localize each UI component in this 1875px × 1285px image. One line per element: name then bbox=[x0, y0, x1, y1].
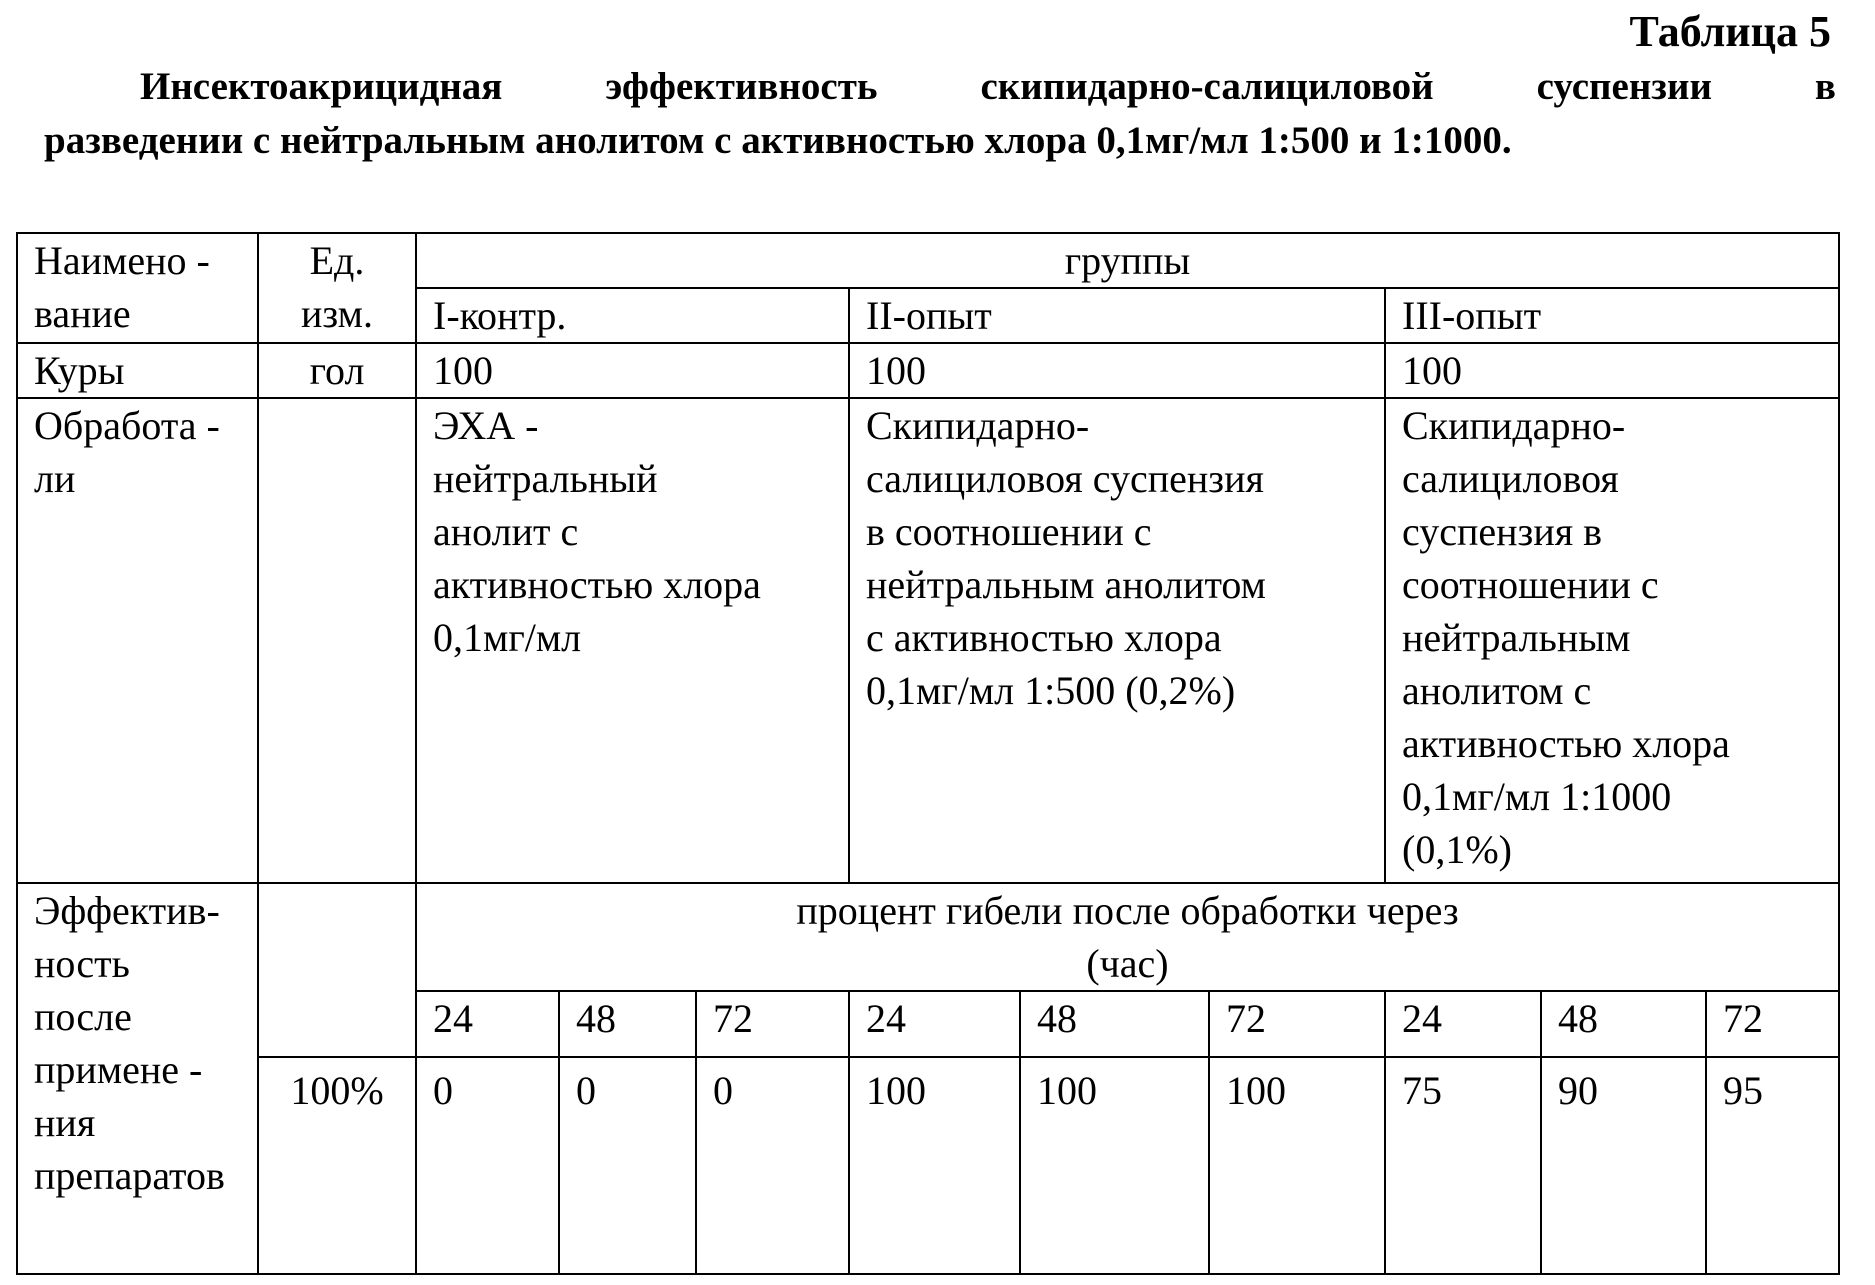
treated-line: (0,1%) bbox=[1402, 827, 1512, 872]
group-1-header: I-контр. bbox=[416, 288, 849, 343]
birds-value-group-3: 100 bbox=[1385, 343, 1839, 398]
hour-cell: 24 bbox=[416, 991, 559, 1057]
efficiency-label-line: примене - bbox=[34, 1047, 203, 1092]
efficiency-value: 90 bbox=[1541, 1057, 1706, 1274]
header-name-line: вание bbox=[34, 291, 131, 336]
treated-line: ЭХА - bbox=[433, 403, 539, 448]
efficiency-subheader-line: (час) bbox=[1086, 941, 1169, 986]
hour-cell: 24 bbox=[849, 991, 1020, 1057]
treated-line: 0,1мг/мл 1:500 (0,2%) bbox=[866, 668, 1236, 713]
treated-label bbox=[17, 398, 258, 883]
treated-group-1 bbox=[416, 398, 849, 883]
treated-label-line: ли bbox=[34, 456, 76, 501]
treated-line: 0,1мг/мл bbox=[433, 615, 582, 660]
efficiency-value: 0 bbox=[416, 1057, 559, 1274]
hour-cell: 48 bbox=[1020, 991, 1209, 1057]
efficacy-table bbox=[16, 232, 1840, 1275]
table-caption bbox=[44, 60, 1836, 168]
header-unit-cell bbox=[258, 233, 416, 343]
treated-group-3 bbox=[1385, 398, 1839, 883]
efficiency-value: 100 bbox=[1020, 1057, 1209, 1274]
efficiency-subheader bbox=[416, 883, 1839, 991]
efficiency-value: 95 bbox=[1706, 1057, 1839, 1274]
birds-value-group-1: 100 bbox=[416, 343, 849, 398]
treated-line: Скипидарно- bbox=[1402, 403, 1626, 448]
groups-title: группы bbox=[416, 233, 1839, 288]
efficiency-label-line: после bbox=[34, 994, 132, 1039]
efficiency-label-line: препаратов bbox=[34, 1153, 225, 1198]
efficiency-subheader-line: процент гибели после обработки через bbox=[796, 888, 1459, 933]
treated-line: нейтральным анолитом bbox=[866, 562, 1266, 607]
caption-word: суспензии bbox=[1536, 65, 1712, 108]
birds-unit: гол bbox=[258, 343, 416, 398]
caption-word: скипидарно-салициловой bbox=[980, 65, 1434, 108]
efficiency-value: 100 bbox=[849, 1057, 1020, 1274]
treated-line: соотношении с bbox=[1402, 562, 1659, 607]
hour-cell: 48 bbox=[559, 991, 696, 1057]
treated-line: 0,1мг/мл 1:1000 bbox=[1402, 774, 1672, 819]
treated-line: салициловоя bbox=[1402, 456, 1619, 501]
group-2-header: II-опыт bbox=[849, 288, 1385, 343]
hour-cell: 48 bbox=[1541, 991, 1706, 1057]
hour-cell: 24 bbox=[1385, 991, 1541, 1057]
efficiency-value: 100 bbox=[1209, 1057, 1385, 1274]
treated-line: анолитом с bbox=[1402, 668, 1592, 713]
treated-line: с активностью хлора bbox=[866, 615, 1222, 660]
efficiency-subheader-row bbox=[17, 883, 1839, 991]
hour-cell: 72 bbox=[696, 991, 849, 1057]
birds-row bbox=[17, 343, 1839, 398]
treated-label-line: Обработа - bbox=[34, 403, 220, 448]
caption-line-2: разведении с нейтральным анолитом с активностью хлора 0,1мг/мл 1:500 и 1:1000. bbox=[44, 119, 1512, 162]
header-name-cell bbox=[17, 233, 258, 343]
treated-line: Скипидарно- bbox=[866, 403, 1090, 448]
caption-line-1 bbox=[44, 60, 1836, 114]
header-name-line: Наимено - bbox=[34, 238, 210, 283]
efficiency-label-line: ния bbox=[34, 1100, 96, 1145]
treated-line: в соотношении с bbox=[866, 509, 1152, 554]
efficiency-value: 75 bbox=[1385, 1057, 1541, 1274]
group-3-header: III-опыт bbox=[1385, 288, 1839, 343]
treated-line: салициловоя суспензия bbox=[866, 456, 1264, 501]
treated-group-2 bbox=[849, 398, 1385, 883]
header-unit-line: изм. bbox=[301, 291, 373, 336]
efficiency-label bbox=[17, 883, 258, 1274]
efficiency-value: 0 bbox=[696, 1057, 849, 1274]
efficiency-values-row bbox=[17, 1057, 1839, 1274]
header-unit-line: Ед. bbox=[309, 238, 365, 283]
table-number: Таблица 5 bbox=[1629, 7, 1831, 56]
caption-word: в bbox=[1814, 65, 1836, 108]
birds-label: Куры bbox=[17, 343, 258, 398]
treated-line: нейтральный bbox=[433, 456, 658, 501]
treated-line: активностью хлора bbox=[1402, 721, 1730, 766]
treated-line: суспензия в bbox=[1402, 509, 1603, 554]
hour-cell: 72 bbox=[1209, 991, 1385, 1057]
efficiency-unit-empty bbox=[258, 883, 416, 1057]
treated-line: активностью хлора bbox=[433, 562, 761, 607]
efficiency-label-line: Эффектив- bbox=[34, 888, 220, 933]
efficiency-value: 0 bbox=[559, 1057, 696, 1274]
birds-value-group-2: 100 bbox=[849, 343, 1385, 398]
treated-line: анолит с bbox=[433, 509, 579, 554]
caption-word: эффективность bbox=[605, 65, 878, 108]
header-row-1 bbox=[17, 233, 1839, 288]
treated-line: нейтральным bbox=[1402, 615, 1631, 660]
treated-row bbox=[17, 398, 1839, 883]
treated-unit bbox=[258, 398, 416, 883]
efficiency-label-line: ность bbox=[34, 941, 130, 986]
hour-cell: 72 bbox=[1706, 991, 1839, 1057]
efficiency-unit: 100% bbox=[258, 1057, 416, 1274]
caption-word: Инсектоакрицидная bbox=[140, 65, 503, 108]
